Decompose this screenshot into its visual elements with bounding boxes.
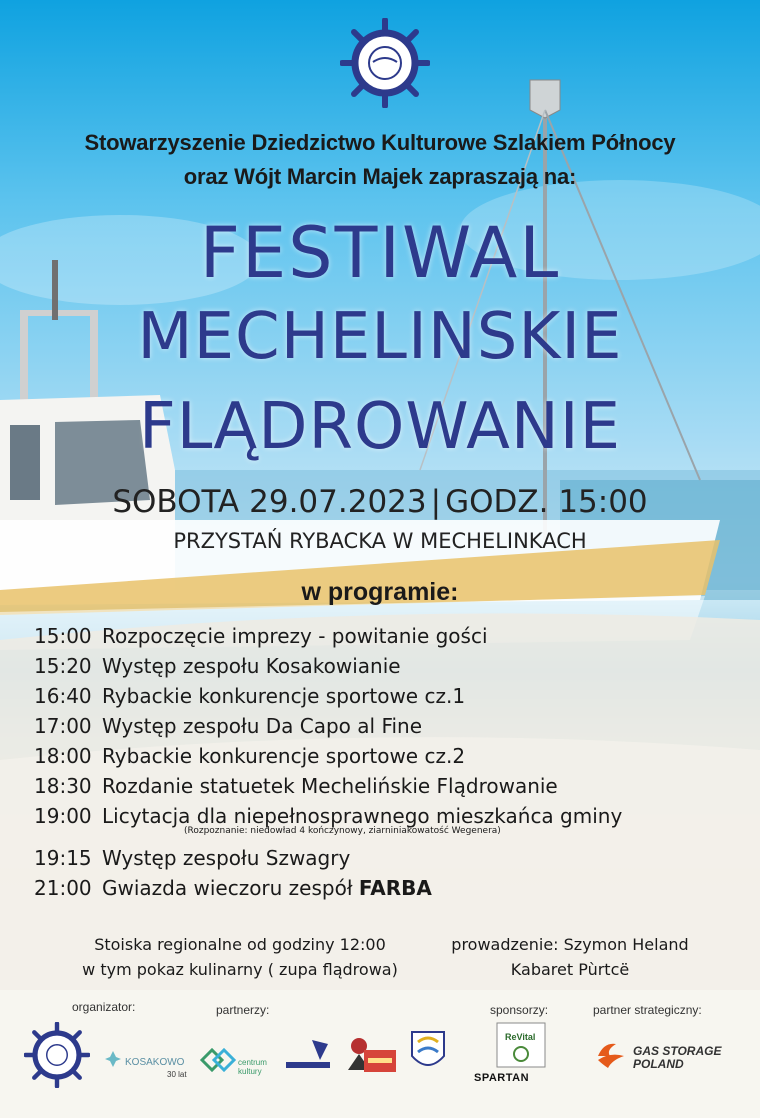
schedule-row <box>34 774 734 804</box>
kosakowo-years: 30 lat <box>167 1070 187 1079</box>
headliner-name: FARBA <box>358 876 432 900</box>
schedule-text: Licytacja dla niepełnosprawnego mieszkańca gminy <box>102 804 623 828</box>
schedule-time: 18:00 <box>34 744 92 768</box>
festival-title-line-2: MECHELINSKIE <box>137 300 623 374</box>
organizer-line-1: Stowarzyszenie Dziedzictwo Kulturowe Szlakiem Północy <box>84 130 676 155</box>
schedule-text: Rybackie konkurencje sportowe cz.1 <box>102 684 466 708</box>
spartan-sponsor-logo: SPARTAN <box>474 1072 530 1084</box>
organizer-line-2: oraz Wójt Marcin Majek zapraszają na: <box>183 164 577 189</box>
gas-storage-flame-icon <box>594 1040 628 1070</box>
schedule-text: Występ zespołu Szwagry <box>102 846 351 870</box>
festival-title-line-1: FESTIWAL <box>199 212 561 294</box>
info-stands <box>60 932 420 982</box>
schedule-row <box>34 714 734 744</box>
gas-storage-line-2: POLAND <box>633 1057 684 1071</box>
schedule-row <box>34 804 734 826</box>
sponsors-label: sponsorzy: <box>490 1003 549 1017</box>
schedule-text: Rybackie konkurencje sportowe cz.2 <box>102 744 466 768</box>
event-place: PRZYSTAŃ RYBACKA W MECHELINKACH <box>173 529 587 553</box>
schedule-time: 19:00 <box>34 804 92 828</box>
schedule-note: (Rozpoznanie: niedowład 4 kończynowy, ziarniniakowatość Wegenera) <box>184 826 501 836</box>
schedule-row <box>34 654 734 684</box>
association-ship-wheel-icon <box>340 18 430 108</box>
info-host-line-1: prowadzenie: Szymon Heland <box>451 935 689 954</box>
schedule-time: 18:30 <box>34 774 92 798</box>
organizer-label: organizator: <box>72 1000 136 1014</box>
schedule-row <box>34 684 734 714</box>
centrum-kultury-text: centrum kultury <box>238 1058 267 1076</box>
partners-label: partnerzy: <box>216 1003 270 1017</box>
gmina-crest-logo-icon <box>408 1028 448 1076</box>
schedule-time: 16:40 <box>34 684 92 708</box>
kosakowo-flower-icon <box>104 1050 122 1068</box>
event-date-time <box>0 484 760 520</box>
organizer-ship-wheel-logo <box>24 1022 90 1088</box>
schedule-time: 15:00 <box>34 624 92 648</box>
schedule-time: 21:00 <box>34 876 92 900</box>
port-partner-logo-icon <box>284 1036 332 1072</box>
info-stands-line-2: w tym pokaz kulinarny ( zupa flądrowa) <box>82 960 398 979</box>
schedule-time: 15:20 <box>34 654 92 678</box>
program-schedule <box>34 624 734 906</box>
festival-title-line-3: FLĄDROWANIE <box>138 390 622 464</box>
schedule-text: Rozpoczęcie imprezy - powitanie gości <box>102 624 488 648</box>
info-stands-line-1: Stoiska regionalne od godziny 12:00 <box>94 935 386 954</box>
schedule-text: Występ zespołu Da Capo al Fine <box>102 714 423 738</box>
schedule-row <box>34 624 734 654</box>
schedule-text: Rozdanie statuetek Mechelińskie Flądrowanie <box>102 774 558 798</box>
info-host <box>430 932 710 982</box>
revital-sponsor-logo-icon <box>496 1022 546 1068</box>
schedule-text: Gwiazda wieczoru zespół <box>102 876 353 900</box>
revital-logo-text: ReVital <box>505 1032 536 1042</box>
schedule-row <box>34 846 734 876</box>
info-host-line-2: Kabaret Pùrtcë <box>510 960 630 979</box>
gas-storage-line-1: GAS STORAGE <box>633 1044 722 1058</box>
schedule-row <box>34 876 734 906</box>
schedule-time: 17:00 <box>34 714 92 738</box>
kosakowo-logo-text: KOSAKOWO <box>125 1057 185 1068</box>
strategic-partner-label: partner strategiczny: <box>593 1003 702 1017</box>
date-separator: | <box>430 484 442 520</box>
event-time: GODZ. 15:00 <box>445 484 648 520</box>
schedule-text: Występ zespołu Kosakowianie <box>102 654 401 678</box>
program-heading: w programie: <box>301 578 459 606</box>
event-date: SOBOTA 29.07.2023 <box>112 484 427 520</box>
schedule-row <box>34 744 734 774</box>
kabaret-partner-logo-icon <box>364 1050 396 1072</box>
schedule-time: 19:15 <box>34 846 92 870</box>
centrum-kultury-logo-icon <box>200 1048 236 1072</box>
gas-storage-logo-text <box>633 1045 721 1071</box>
